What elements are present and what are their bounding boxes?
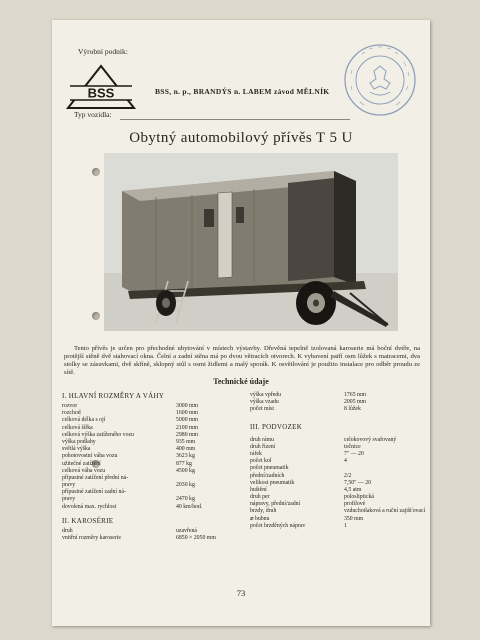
spec-value: 2/2 <box>344 472 352 479</box>
spec-row <box>62 482 222 489</box>
spec-label: počet brzděných náprav <box>250 522 306 529</box>
spec-value: 4500 kg <box>176 467 195 474</box>
spec-value: 1 <box>344 522 347 529</box>
spec-value: vzduchotlaková a ruční zajišťovací <box>344 508 426 515</box>
spec-list-dimensions <box>62 403 222 511</box>
spec-list-chassis <box>250 436 426 530</box>
spec-row <box>62 403 222 410</box>
spec-label: přední/zadních <box>250 472 285 479</box>
spec-value: 3623 kg <box>176 453 195 460</box>
spec-value: 877 kg <box>176 460 192 467</box>
spec-label: rozchod <box>62 410 81 417</box>
spec-label: výška podlahy <box>62 438 96 445</box>
spec-label: druh rámu <box>250 436 274 443</box>
spec-value: celokovový svařovaný <box>344 436 397 443</box>
spec-row <box>250 437 420 444</box>
spec-value: 2980 mm <box>176 431 199 438</box>
spec-label: celková šířka <box>62 424 93 431</box>
spec-label: brzdy, druh <box>250 508 277 515</box>
section-heading: I. HLAVNÍ ROZMĚRY A VÁHY <box>62 392 165 400</box>
spec-value: 935 mm <box>176 438 196 445</box>
manufacturer-label: Výrobní podnik: <box>78 47 128 56</box>
spec-label: počet pneumatik <box>250 465 289 472</box>
spec-row <box>62 468 222 475</box>
spec-value: 1765 mm <box>344 392 367 398</box>
spec-value: 2100 mm <box>176 424 199 431</box>
spec-label: ráfek <box>250 450 262 457</box>
spec-value: polosliptická <box>344 494 374 501</box>
spec-label: vnitřní rozměry karoserie <box>62 535 121 541</box>
spec-value: 7" — 20 <box>344 450 364 457</box>
spec-row <box>250 523 420 530</box>
spec-label: dovolená max. rychlost <box>62 503 117 510</box>
spec-label: výška vzadu <box>250 399 279 406</box>
spec-label: nápravy, přední/zadní <box>250 501 301 508</box>
bss-logo <box>66 64 136 112</box>
company-name: BSS, n. p., BRANDÝS n. LABEM závod MĚLNÍK <box>155 87 330 96</box>
spec-value: 40 km/hod. <box>176 503 203 510</box>
description-paragraph: Tento přívěs je určen pro přechodné ubytování v místech výstavby. Dřevěná tepelně izolovaná karoserie má boční dvéře, na protější stěně dvě stahovací okna. Čelní a zadní stěna má po dvou větracích otvorech. K vybavení patří osm lůžek s matracemi, dva stolky se zásuvkami, dvě skříně, sklopný stůl s osmi židlemi a malý sporák. K osvětlování je použito instalace pro odběr proudu ze sítě. <box>64 344 420 377</box>
spec-value: 4 <box>344 458 347 465</box>
spec-value: točnice <box>344 443 361 450</box>
spec-row <box>250 392 420 399</box>
spec-label: celková váha vozu <box>62 467 106 474</box>
document-sheet <box>52 20 430 626</box>
spec-row <box>62 461 222 468</box>
spec-row <box>62 528 222 535</box>
spec-label: pohotovostní váha vozu <box>62 453 118 460</box>
spec-label: pravy <box>62 482 76 489</box>
spec-label: rozvor <box>62 403 78 409</box>
spec-row <box>250 444 420 451</box>
spec-value: 6850 × 2050 mm <box>176 535 216 541</box>
spec-row <box>62 417 222 424</box>
spec-label: druh per <box>250 494 270 501</box>
trailer-photo <box>104 153 398 331</box>
spec-label: ⌀ bubnu <box>250 515 270 522</box>
spec-label: počet kol <box>250 458 272 465</box>
spec-row <box>62 496 222 503</box>
type-field-rule <box>120 119 350 120</box>
spec-row <box>250 399 420 406</box>
spec-value: profilové <box>344 501 366 508</box>
library-stamp <box>342 42 418 118</box>
spec-value: 1600 mm <box>176 410 199 417</box>
technical-data-heading: Technické údaje <box>213 377 269 386</box>
page-title: Obytný automobilový přívěs T 5 U <box>129 130 353 146</box>
spec-value: 2030 kg <box>176 482 195 489</box>
binder-hole <box>92 312 100 320</box>
spec-label: přípustné zatížení zadní ná- <box>62 489 126 496</box>
spec-row <box>250 458 420 465</box>
spec-label: přípustné zatížení přední ná- <box>62 474 129 481</box>
spec-row <box>250 480 420 487</box>
spec-label: užitečné zatížení <box>62 460 101 467</box>
spec-value: 8 lůžek <box>344 406 361 413</box>
spec-value: 400 mm <box>176 446 196 453</box>
spec-label: celková délka s ojí <box>62 417 106 424</box>
spec-label: huštění <box>250 486 267 493</box>
spec-value: 2470 kg <box>176 496 195 503</box>
spec-label: druh <box>62 527 73 534</box>
spec-row <box>62 410 222 417</box>
section-heading: III. PODVOZEK <box>250 422 303 431</box>
spec-column-right <box>250 392 426 530</box>
spec-row <box>62 475 222 482</box>
spec-row <box>250 473 420 480</box>
binder-hole <box>92 168 100 176</box>
spec-row <box>250 494 420 501</box>
spec-row <box>62 504 222 511</box>
spec-row <box>62 425 222 432</box>
spec-list-body <box>62 528 222 542</box>
spec-list-body-continued <box>250 392 420 414</box>
spec-value: 2005 mm <box>344 399 367 406</box>
spec-row <box>62 439 222 446</box>
section-heading: II. KAROSÉRIE <box>62 516 114 525</box>
spec-label: počet míst <box>250 406 274 413</box>
spec-row <box>62 489 222 496</box>
spec-value: 4,5 atm <box>344 486 362 493</box>
spec-row <box>250 487 420 494</box>
spec-label: světlá výška <box>62 446 91 453</box>
spec-value: 3000 mm <box>176 403 199 409</box>
spec-row <box>62 453 222 460</box>
spec-row <box>250 451 420 458</box>
spec-row <box>250 508 426 515</box>
svg-text:BSS: BSS <box>87 85 115 101</box>
spec-value: 5000 mm <box>176 417 199 424</box>
spec-row <box>250 516 420 523</box>
spec-value: 7,50" — 20 <box>344 479 372 486</box>
spec-label: výška vpředu <box>250 392 282 398</box>
spec-row <box>250 465 420 472</box>
spec-label: velikost pneumatik <box>250 479 295 486</box>
spec-column-left <box>62 392 222 542</box>
spec-row <box>250 406 420 413</box>
spec-label: druh řízení <box>250 443 276 450</box>
spec-row <box>62 432 222 439</box>
spec-label: celková výška zatíženého vozu <box>62 431 134 438</box>
spec-label: pravy <box>62 496 76 503</box>
spec-row <box>62 446 222 453</box>
page-number: 73 <box>236 588 246 598</box>
spec-value: uzavřená <box>176 527 197 534</box>
vehicle-type-label: Typ vozidla: <box>74 110 112 119</box>
spec-value: 350 mm <box>344 515 364 522</box>
spec-row <box>62 535 222 542</box>
